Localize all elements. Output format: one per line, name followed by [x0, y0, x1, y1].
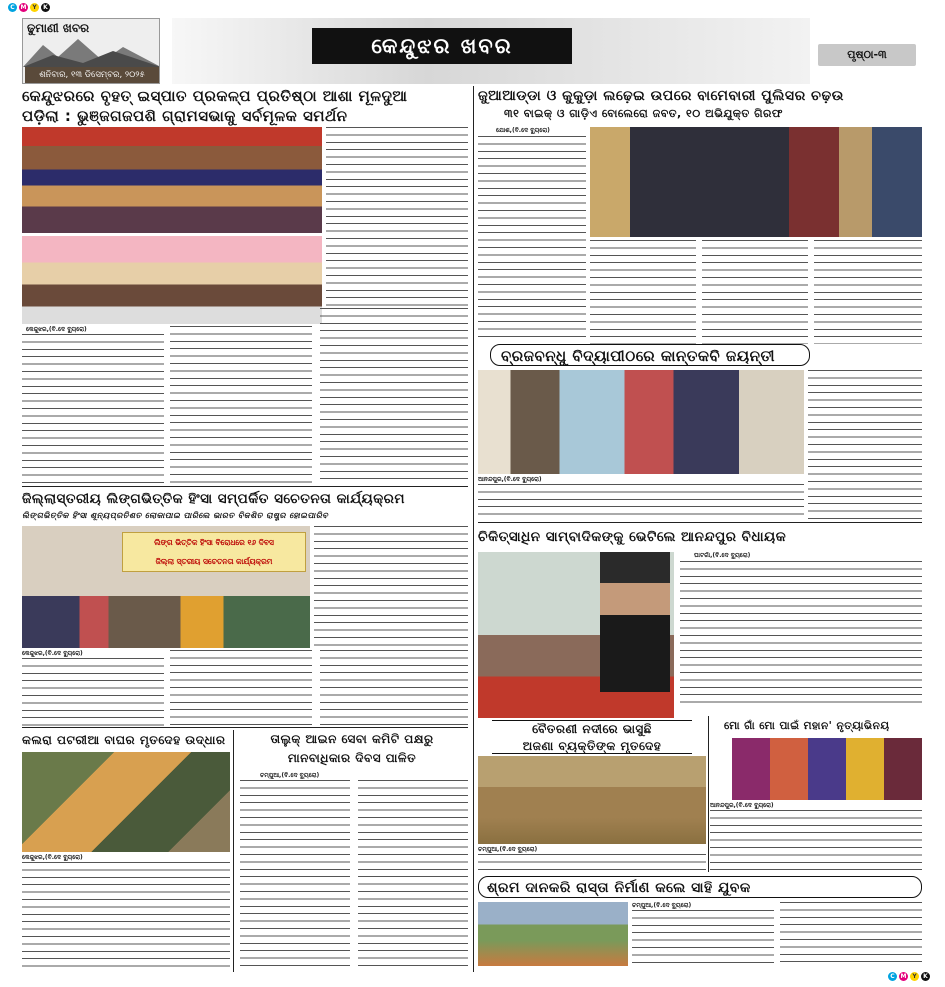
masthead-date: ଶନିବାର, ୧୩ ଡିସେମ୍ବର, ୨୦୨୫: [25, 67, 159, 83]
black-mark: K: [921, 972, 930, 981]
registration-marks-top: [8, 3, 50, 12]
steel-body: [22, 326, 468, 486]
awareness-dateline: କେନ୍ଦୁଝର,(ବି.ଦେ ବ୍ୟୁରୋ): [22, 650, 83, 657]
tiger-dateline: କେନ୍ଦୁଝର,(ବି.ଦେ ବ୍ୟୁରୋ): [22, 854, 83, 861]
steel-headline-line2: ପଡ଼ିଲା : ଭୁଞ୍ଜଗଜପଶି ଗ୍ରାମସଭାକୁ ସର୍ବମୂଳକ ସମର୍ଥନ: [22, 107, 348, 125]
police-headline: [478, 86, 922, 126]
steel-meeting-photo: [22, 236, 322, 324]
drama-headline: ମୋ ଗାଁ ମୋ ପାଇଁ ମହାନ' ନୃତ୍ୟାଭିନୟ: [724, 720, 890, 732]
tiger-body: [22, 854, 230, 972]
river-photo: [478, 756, 706, 844]
row-divider-left-2: [22, 727, 468, 728]
cyan-mark: C: [8, 3, 17, 12]
steel-headline-line1: କେନ୍ଦୁଝରରେ ବୃହତ୍ ଇସ୍ପାତ ପ୍ରକଳ୍ପ ପ୍ରତିଷ୍ଠା ଆଶା ମୂଳଦୁଆ: [22, 87, 408, 105]
awareness-col-a: [314, 526, 468, 648]
steel-headline: [22, 86, 468, 126]
section-name: ଢୁମାଣୀ ଖବର: [27, 21, 90, 35]
masthead: [22, 18, 922, 84]
tiger-divider: [233, 730, 234, 972]
awareness-subhead: ଲିଙ୍ଗଭିତ୍ତିକ ହିଂସା ଶୂନ୍ୟପ୍ରତିଶତ ଲୋକାପାଇ ପାରିଲେ ଭାରତ ବିକଶିତ ରାଷ୍ଟ୍ର ହୋଇପାରିବ: [22, 511, 329, 520]
registration-marks-bottom: [888, 972, 930, 981]
road-body: [632, 902, 922, 966]
row-divider-left-1: [22, 486, 468, 487]
jayanti-photo: [478, 370, 804, 474]
awareness-stage-banner: [122, 532, 306, 572]
steel-crowd-photo: [22, 127, 322, 233]
road-photo: [478, 902, 628, 966]
police-col-a: [478, 127, 586, 343]
banner: [172, 18, 810, 84]
mla-dateline: ଘାଟଗାଁ,(ବି.ଦେ ବ୍ୟୁରୋ): [694, 552, 751, 559]
drama-dateline: ଆନନ୍ଦପୁର,(ବି.ଦେ ବ୍ୟୁରୋ): [710, 802, 774, 809]
rights-body: [240, 772, 468, 972]
rights-headline-line2: ମାନବାଧିକାର ଦିବସ ପାଳିତ: [287, 751, 417, 765]
awareness-photo: [22, 526, 310, 648]
mla-body: [680, 552, 922, 712]
row-divider-right-1: [478, 522, 922, 523]
police-headline-line2: ୩୧ ବାଇକ୍ ଓ ଗାଡ଼ିଏ ବୋଲେରୋ ଜବତ, ୧୦ ଅଭିଯୁକ୍ତ ଗିରଫ: [504, 107, 783, 120]
road-headline: ଶ୍ରମ ଦାନକରି ରାସ୍ତା ନିର୍ମାଣ କଲେ ସାହି ଯୁବକ: [478, 876, 922, 898]
tiger-carcass-photo: [22, 752, 230, 852]
jayanti-col-b: [808, 370, 922, 520]
river-body-headline: [492, 720, 692, 754]
rights-dateline: ଚମ୍ପୁଆ,(ବି.ଦେ ବ୍ୟୁରୋ): [260, 772, 320, 779]
mla-headline: ଚିକିତ୍ସାଧିନ ସାମ୍ବାଦିକଙ୍କୁ ଭେଟିଲେ ଆନନ୍ଦପୁର ବିଧାୟକ: [478, 529, 787, 545]
banner-line-2: ଜିଲ୍ଲା ସ୍ତରୀୟ ସଚେତନତା କାର୍ଯ୍ୟକ୍ରମ: [155, 557, 273, 566]
awareness-body: [22, 650, 468, 726]
yellow-mark: Y: [30, 3, 39, 12]
road-dateline: ଚମ୍ପୁଆ,(ବି.ଦେ ବ୍ୟୁରୋ): [632, 902, 692, 909]
drama-divider: [708, 716, 709, 872]
magenta-mark: M: [900, 973, 907, 980]
banner-title: କେନ୍ଦୁଝର ଖବର: [312, 28, 572, 64]
banner-line-1: ଲିଙ୍ଗ ଭିତ୍ତିକ ହିଂସା ବିରୋଧରେ ୧୬ ଦିବସ: [154, 538, 274, 547]
cyan-mark: C: [888, 972, 897, 981]
river-headline-line1: ବୈତରଣୀ ନଦୀରେ ଭାସୁଛି: [532, 722, 652, 736]
steel-col-a: [326, 127, 468, 307]
jayanti-headline: ବ୍ରଜବନ୍ଧୁ ବିଦ୍ୟାପୀଠରେ କାନ୍ତକବି ଜୟନ୍ତୀ: [490, 344, 810, 366]
masthead-logo-box: [22, 18, 160, 84]
mountain-logo-icon: [23, 37, 160, 67]
black-mark: K: [41, 3, 50, 12]
police-arrest-photo: [590, 127, 922, 237]
river-dateline: ଚମ୍ପୁଆ,(ବି.ଦେ ବ୍ୟୁରୋ): [478, 846, 538, 853]
jayanti-dateline: ଆନନ୍ଦପୁର,(ବି.ଦେ ବ୍ୟୁରୋ): [478, 476, 542, 483]
page-label-badge: ପୃଷ୍ଠା-୩: [818, 44, 916, 66]
steel-dateline: କେନ୍ଦୁଝର,(ବି.ଦେ ବ୍ୟୁରୋ): [26, 326, 87, 333]
police-dateline: ଯୋଶ,(ବି.ଦେ ବ୍ୟୁରୋ): [496, 127, 550, 134]
rights-headline-line1: ତାଲୁକ୍ ଆଇନ ସେବା କମିଟି ପକ୍ଷରୁ: [270, 732, 434, 746]
rights-headline: [236, 730, 468, 768]
tiger-headline: କଲରା ପଟରୀଆ ବାଘର ମୃତଦେହ ଉଦ୍ଧାର: [22, 733, 226, 747]
yellow-mark: Y: [910, 972, 919, 981]
magenta-mark: M: [20, 4, 27, 11]
drama-body: [710, 802, 922, 872]
jayanti-body: [478, 476, 804, 520]
awareness-headline: ଜିଲ୍ଲାସ୍ତରୀୟ ଲିଙ୍ଗଭିତ୍ତିକ ହିଂସା ସମ୍ପର୍କିତ ସଚେତନତା କାର୍ଯ୍ୟକ୍ରମ: [22, 491, 405, 507]
column-divider: [473, 86, 474, 972]
river-body: [478, 846, 706, 874]
police-body: [590, 240, 922, 344]
mla-portrait-photo: [600, 552, 670, 692]
river-headline-line2: ଅଜଣା ବ୍ୟକ୍ତିଙ୍କ ମୃତଦେହ: [522, 739, 662, 753]
drama-photo: [732, 738, 922, 800]
police-headline-line1: ଜୁଆଆଡ୍ଡା ଓ କୁକୁଡ଼ା ଲଢ଼େଇ ଉପରେ ବାମେବାରୀ ପୁଲିସର ଚଢ଼ଉ: [478, 88, 844, 104]
